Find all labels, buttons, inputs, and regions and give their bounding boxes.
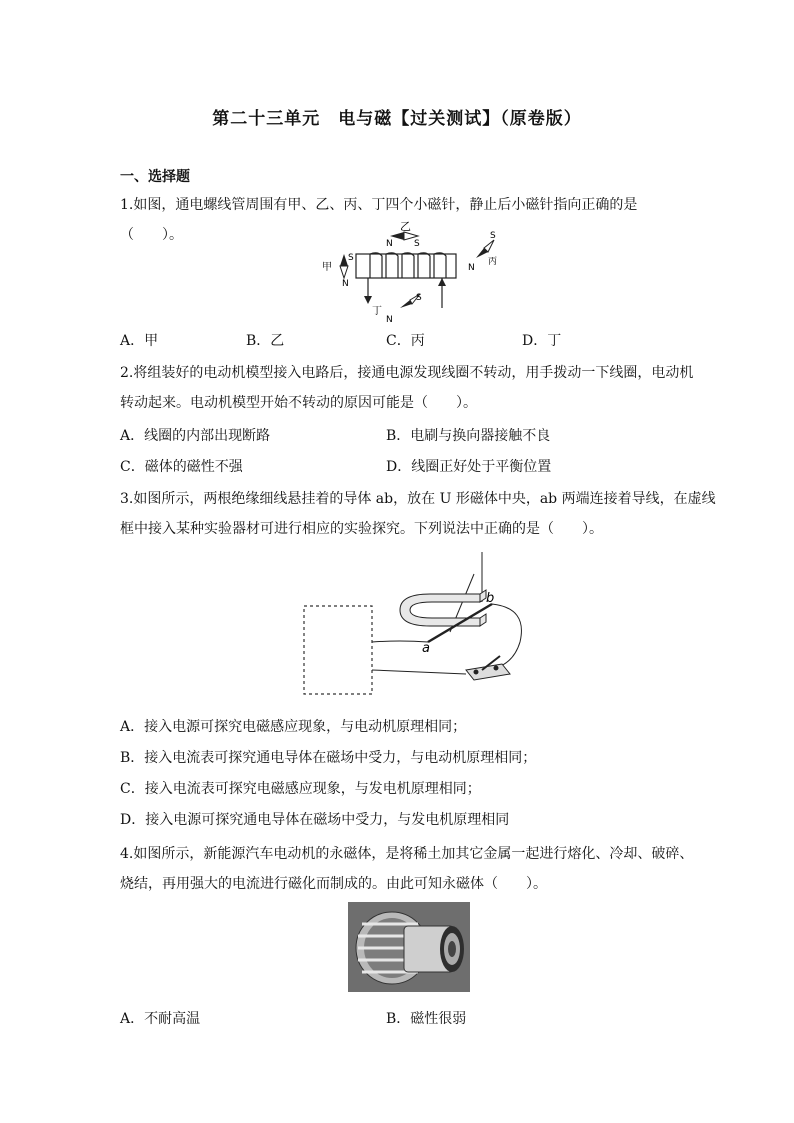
svg-text:S: S [490, 231, 496, 241]
option-1c: C．丙 [386, 333, 425, 349]
question-1-text: 1.如图，通电螺线管周围有甲、乙、丙、丁四个小磁针，静止后小磁针指向正确的是（ ）。 [120, 197, 638, 243]
question-4-line-1: 4.如图所示，新能源汽车电动机的永磁体，是将稀土加其它金属一起进行熔化、冷却、破碎、 [120, 846, 694, 862]
compass-ding [372, 293, 422, 325]
solenoid-body [356, 254, 456, 278]
question-2-line-2: 转动起来。电动机模型开始不转动的原因可能是（ ）。 [120, 395, 477, 411]
svg-text:b: b [486, 591, 495, 606]
svg-text:N: N [468, 263, 475, 273]
svg-text:N: N [386, 315, 393, 325]
option-1b: B．乙 [246, 333, 285, 349]
option-2a: A．线圈的内部出现断路 [120, 428, 271, 444]
option-3a: A．接入电源可探究电磁感应现象，与电动机原理相同； [120, 719, 467, 735]
svg-text:S: S [414, 239, 420, 249]
option-3c: C．接入电流表可探究电磁感应现象，与发电机原理相同； [120, 781, 481, 797]
svg-text:N: N [342, 279, 349, 289]
question-4-figure-permanent-magnet-photo [348, 902, 470, 992]
svg-text:N: N [386, 239, 393, 249]
compass-bing [468, 231, 497, 273]
question-4-line-2: 烧结，再用强大的电流进行磁化而制成的。由此可知永磁体（ ）。 [120, 876, 547, 892]
question-2-line-1: 2.将组装好的电动机模型接入电路后，接通电源发现线圈不转动，用手拨动一下线圈，电动机 [120, 365, 694, 381]
option-3d: D．接入电源可探究通电导体在磁场中受力，与发电机原理相同 [120, 812, 510, 828]
question-3-line-2: 框中接入某种实验器材可进行相应的实验探究。下列说法中正确的是（ ）。 [120, 521, 603, 537]
question-3-figure-magnet [296, 552, 526, 700]
option-3b: B．接入电流表可探究通电导体在磁场中受力，与电动机原理相同； [120, 750, 537, 766]
option-4b: B．磁性很弱 [386, 1011, 467, 1027]
compass-jia [322, 253, 354, 289]
solenoid-coils [370, 253, 446, 278]
question-3-line-1: 3.如图所示，两根绝缘细线悬挂着的导体 ab，放在 U 形磁体中央，ab 两端连接着导线，在虚线 [120, 491, 716, 507]
dashed-box [304, 606, 372, 694]
option-1a: A．甲 [120, 333, 159, 349]
svg-text:a: a [422, 641, 430, 656]
wire-bottom [372, 670, 466, 674]
svg-text:甲: 甲 [322, 262, 332, 273]
option-4a: A．不耐高温 [120, 1011, 201, 1027]
u-magnet [400, 590, 486, 626]
switch [466, 656, 510, 680]
svg-text:乙: 乙 [400, 220, 411, 233]
page-title: 第二十三单元 电与磁【过关测试】（原卷版） [212, 109, 582, 129]
svg-text:S: S [348, 253, 354, 263]
question-1-figure-solenoid [300, 218, 520, 328]
svg-text:丙: 丙 [488, 257, 498, 267]
svg-text:S: S [416, 293, 422, 303]
svg-text:丁: 丁 [372, 306, 382, 317]
option-1d: D．丁 [522, 333, 562, 349]
wire-a [372, 641, 428, 642]
option-2d: D．线圈正好处于平衡位置 [386, 459, 552, 475]
option-2c: C．磁体的磁性不强 [120, 459, 243, 475]
compass-yi [386, 220, 420, 249]
section-heading: 一、选择题 [120, 169, 190, 185]
option-2b: B．电刷与换向器接触不良 [386, 428, 551, 444]
